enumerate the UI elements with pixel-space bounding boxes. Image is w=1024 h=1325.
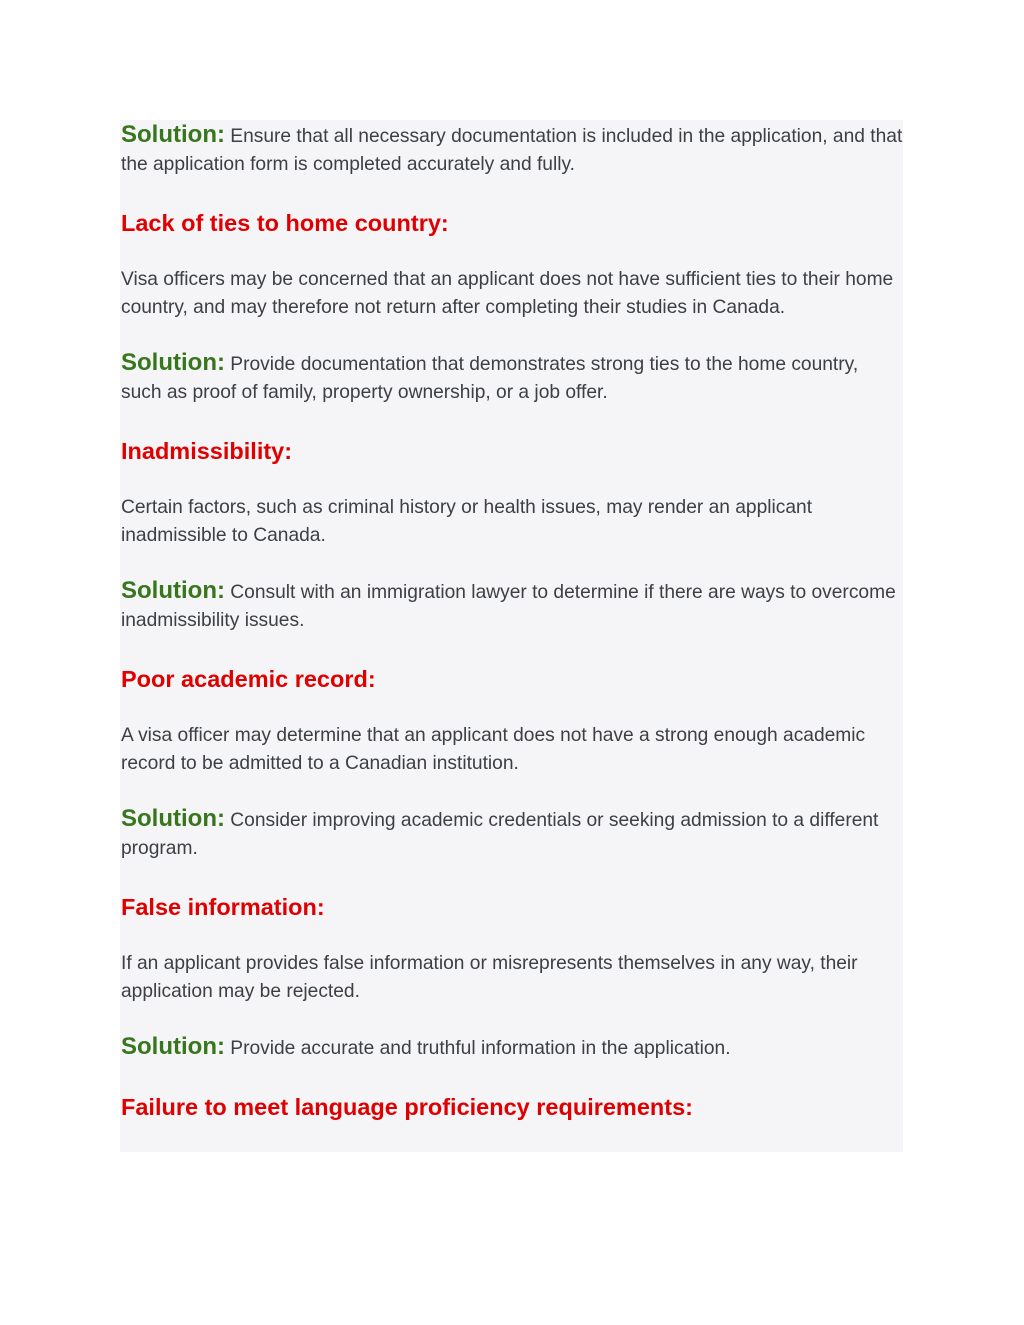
heading-false-information: False information: [121,894,325,920]
solution-label: Solution: [121,1033,225,1060]
heading-poor-academic-record: Poor academic record: [121,666,376,692]
solution-label: Solution: [121,577,225,604]
solution-text: Consider improving academic credentials or seeking admission to a different program. [121,810,879,859]
solution-inadmissibility [121,577,903,635]
heading-inadmissibility: Inadmissibility: [121,438,293,464]
solution-label: Solution: [121,121,225,148]
solution-text: Consult with an immigration lawyer to determine if there are ways to overcome inadmissibility issues. [121,582,896,631]
solution-text: Ensure that all necessary documentation is included in the application, and that the application form is completed accurately and fully. [121,126,903,175]
body-poor-academic-record: A visa officer may determine that an applicant does not have a strong enough academic record to be admitted to a Canadian institution. [121,725,866,774]
body-false-information: If an applicant provides false information or misrepresents themselves in any way, their application may be rejected. [121,953,858,1002]
solution-lack-of-ties [121,349,903,407]
solution-label: Solution: [121,805,225,832]
solution-text: Provide accurate and truthful information in the application. [224,1038,731,1059]
solution-documentation [121,121,903,179]
solution-label: Solution: [121,349,225,376]
solution-false-information [121,1033,903,1063]
solution-text: Provide documentation that demonstrates strong ties to the home country, such as proof of family, property ownership, or a job offer. [121,354,859,403]
heading-lack-of-ties: Lack of ties to home country: [121,210,449,236]
body-lack-of-ties: Visa officers may be concerned that an applicant does not have sufficient ties to their home country, and may therefore not return after completing their studies in Canada. [121,269,894,318]
heading-language-proficiency: Failure to meet language proficiency requirements: [121,1094,693,1120]
solution-poor-academic-record [121,805,903,863]
body-inadmissibility: Certain factors, such as criminal history or health issues, may render an applicant inadmissible to Canada. [121,497,813,546]
